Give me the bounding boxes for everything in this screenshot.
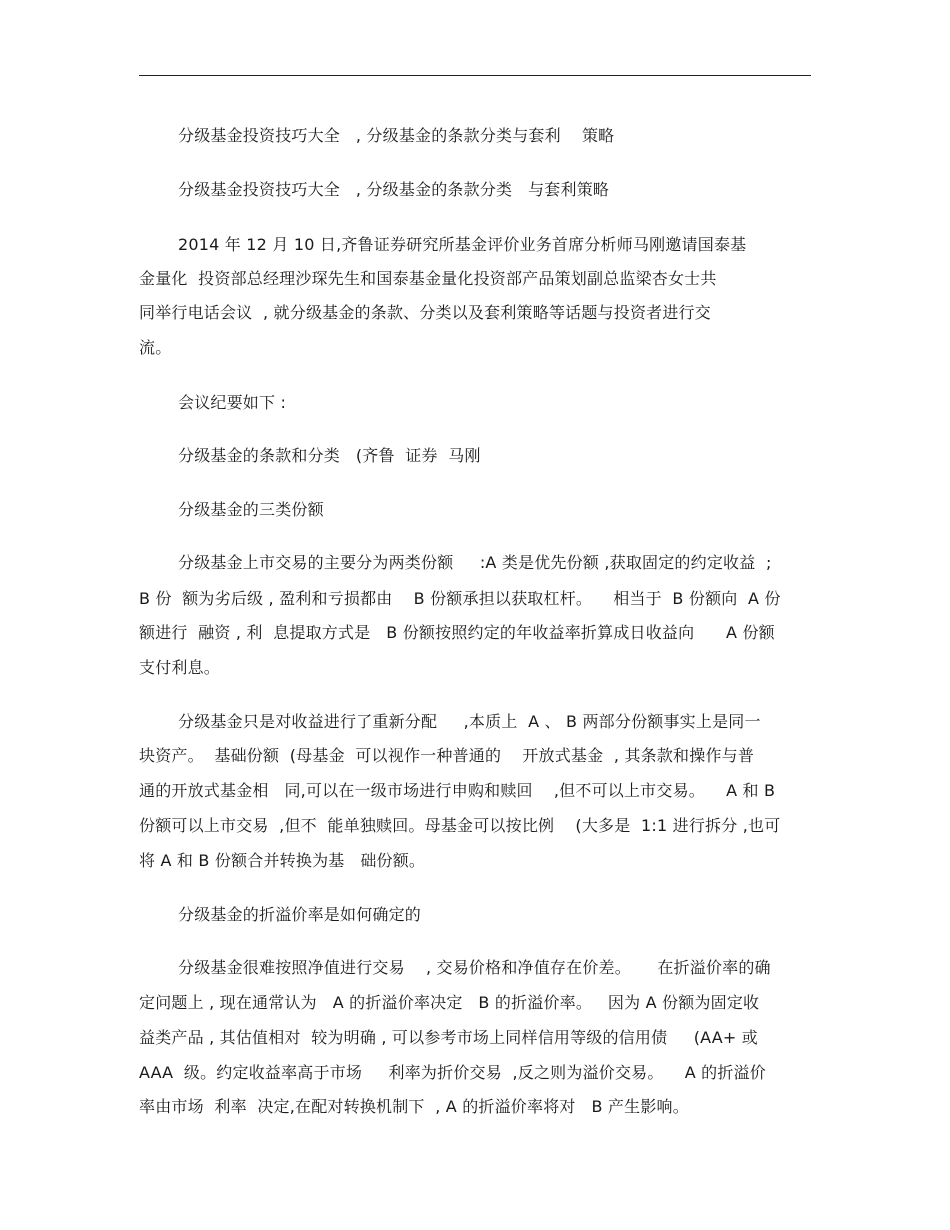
minutes-heading: 会议纪要如下 : bbox=[178, 393, 287, 412]
title-line-2: 分级基金投资技巧大全 , 分级基金的条款分类 与套利策略 bbox=[178, 180, 610, 199]
paragraph-line: 同举行电话会议 , 就分级基金的条款、分类以及套利策略等话题与投资者进行交 bbox=[139, 303, 711, 322]
paragraph-line: 分级基金很难按照净值进行交易 , 交易价格和净值存在价差。 在折溢价率的确 bbox=[178, 958, 771, 977]
paragraph-line: 块资产。 基础份额 (母基金 可以视作一种普通的 开放式基金 , 其条款和操作与普 bbox=[139, 746, 755, 765]
paragraph-line: 分级基金上市交易的主要分为两类份额 :A 类是优先份额 ,获取固定的约定收益 ; bbox=[178, 553, 772, 572]
header-rule bbox=[139, 75, 811, 76]
paragraph-line: 金量化 投资部总经理沙琛先生和国泰基金量化投资部产品策划副总监梁杏女士共 bbox=[139, 269, 717, 288]
paragraph-line: 份额可以上市交易 ,但不 能单独赎回。母基金可以按比例 (大多是 1:1 进行拆分 ,也可 bbox=[139, 816, 781, 835]
paragraph-line: 额进行 融资 , 利 息提取方式是 B 份额按照约定的年收益率折算成日收益向 A 份额 bbox=[139, 623, 775, 642]
paragraph-line: AAA 级。约定收益率高于市场 利率为折价交易 ,反之则为溢价交易。 A 的折溢价 bbox=[139, 1063, 766, 1082]
paragraph-line: 支付利息。 bbox=[139, 658, 221, 677]
paragraph-line: 分级基金只是对收益进行了重新分配 ,本质上 A 、 B 两部分份额事实上是同一 bbox=[178, 712, 761, 731]
paragraph-line: 将 A 和 B 份额合并转换为基 础份额。 bbox=[139, 851, 426, 870]
section-heading: 分级基金的条款和分类 (齐鲁 证券 马刚 bbox=[178, 446, 481, 465]
paragraph-line: 率由市场 利率 决定,在配对转换机制下 , A 的折溢价率将对 B 产生影响。 bbox=[139, 1097, 689, 1116]
paragraph-line: B 份 额为劣后级 , 盈利和亏损都由 B 份额承担以获取杠杆。 相当于 B 份额向 A 份 bbox=[139, 589, 781, 608]
paragraph-line: 2014 年 12 月 10 日,齐鲁证券研究所基金评价业务首席分析师马刚邀请国泰基 bbox=[178, 235, 747, 254]
section-heading: 分级基金的三类份额 bbox=[178, 500, 324, 519]
section-heading: 分级基金的折溢价率是如何确定的 bbox=[178, 905, 422, 924]
paragraph-line: 定问题上 , 现在通常认为 A 的折溢价率决定 B 的折溢价率。 因为 A 份额为固定收 bbox=[139, 993, 760, 1012]
paragraph-line: 流。 bbox=[139, 338, 172, 357]
paragraph-line: 益类产品 , 其估值相对 较为明确 , 可以参考市场上同样信用等级的信用债 (AA+ 或 bbox=[139, 1028, 758, 1047]
paragraph-line: 通的开放式基金相 同,可以在一级市场进行申购和赎回 ,但不可以上市交易。 A 和 B bbox=[139, 781, 776, 800]
title-line-1: 分级基金投资技巧大全 , 分级基金的条款分类与套利 策略 bbox=[178, 126, 615, 145]
